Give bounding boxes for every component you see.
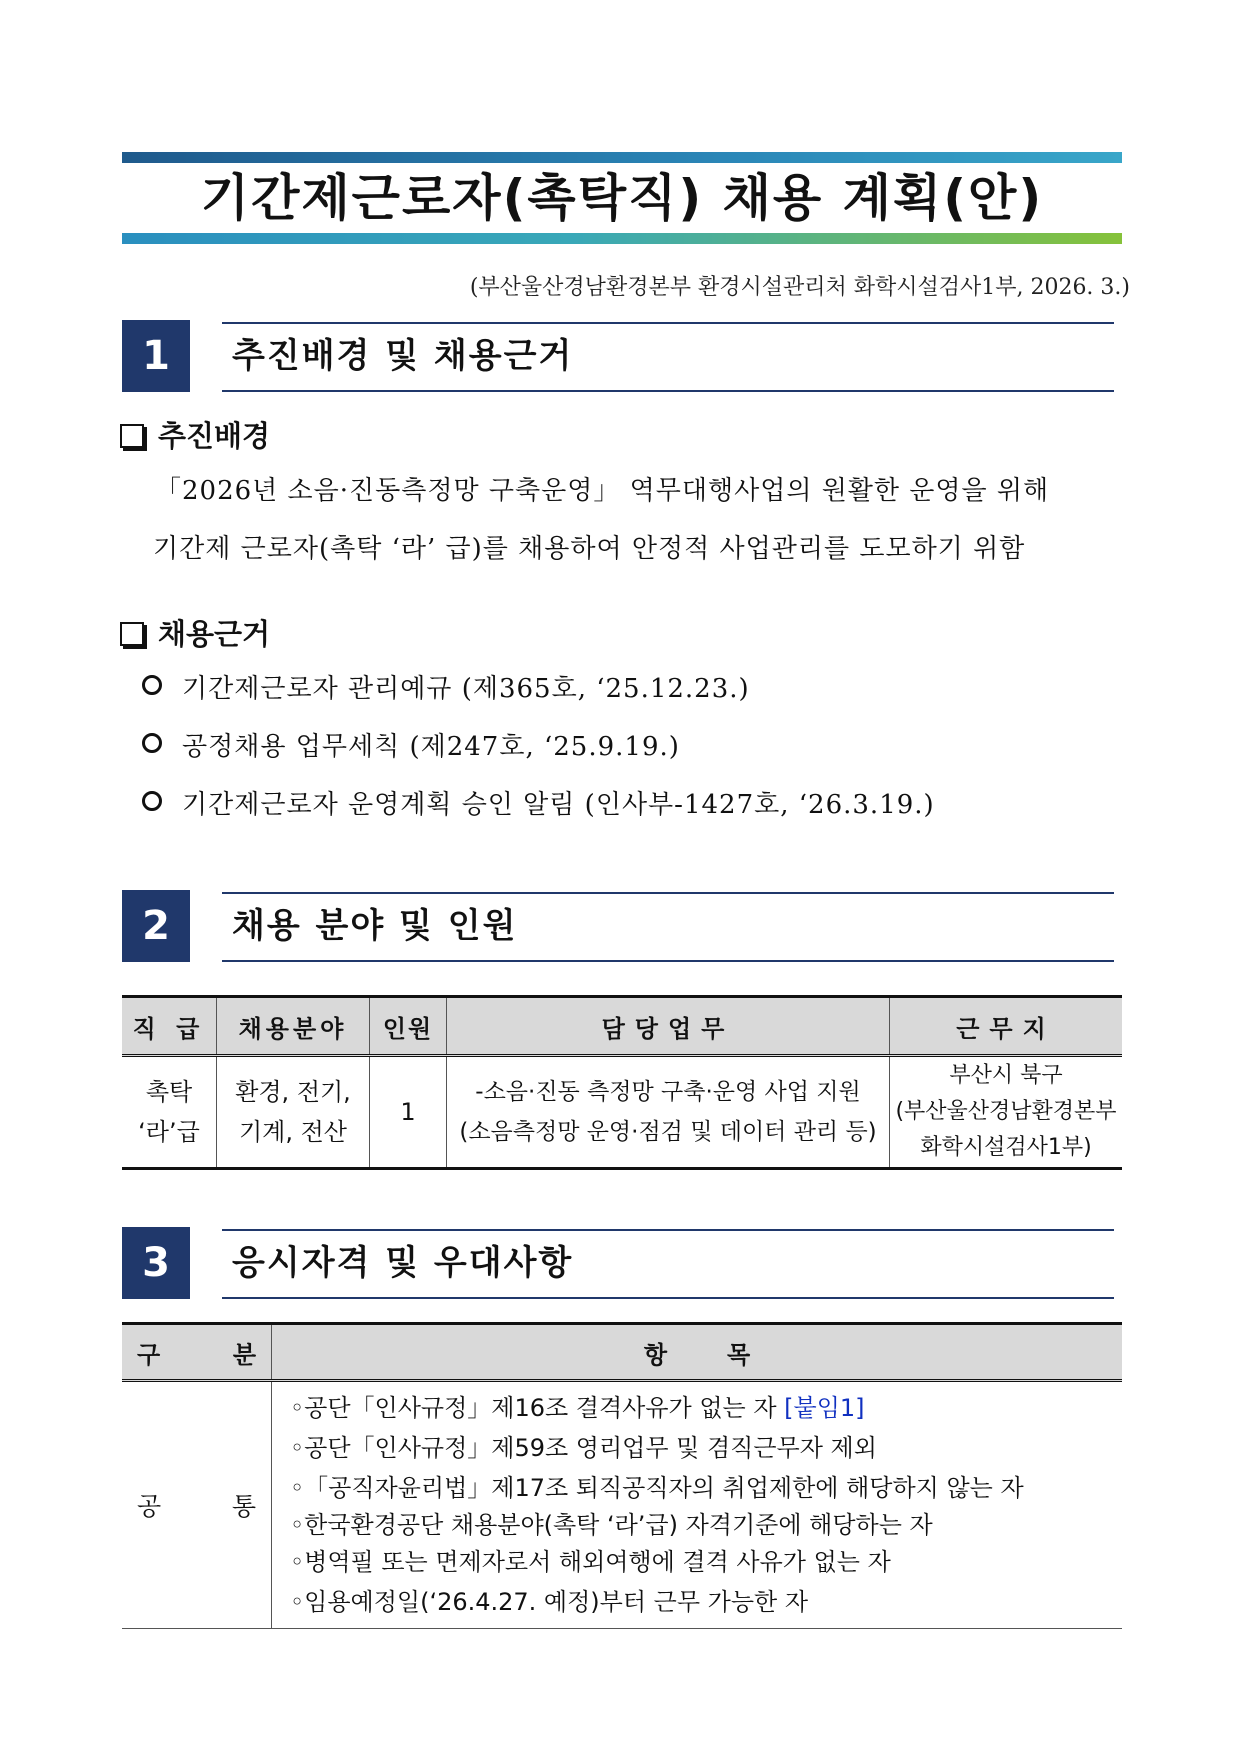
section-title: 추진배경 및 채용근거 [232, 336, 574, 376]
basis-heading: 채용근거 [120, 612, 270, 653]
table-header-row [122, 997, 1122, 1056]
section-1-header [122, 320, 1122, 392]
recruitment-table [122, 995, 1122, 1170]
list-item: ◦「공직자윤리법」제17조 퇴직공직자의 취업제한에 해당하지 않는 자 [290, 1474, 1024, 1502]
circle-bullet-icon [142, 733, 162, 753]
basis-item: 공정채용 업무세칙 (제247호, ‘25.9.19.) [142, 726, 680, 763]
list-item: ◦병역필 또는 면제자로서 해외여행에 결격 사유가 없는 자 [290, 1548, 891, 1576]
divider [222, 1297, 1114, 1299]
circle-bullet-icon [142, 791, 162, 811]
section-number: 3 [122, 1227, 190, 1299]
list-item: ◦한국환경공단 채용분야(촉탁 ‘라’급) 자격기준에 해당하는 자 [290, 1511, 933, 1539]
header-grade: 직 급 [122, 997, 217, 1056]
header-count: 인원 [370, 997, 447, 1056]
list-item: ◦공단「인사규정」제59조 영리업무 및 겸직근무자 제외 [290, 1434, 877, 1462]
header-category: 구 분 [122, 1324, 272, 1381]
checkbox-square-icon [120, 424, 144, 448]
document-title: 기간제근로자(촉탁직) 채용 계획(안) [200, 169, 1044, 227]
cell-grade: 촉탁 ‘라’급 [122, 1056, 217, 1169]
section-number: 1 [122, 320, 190, 392]
org-date-line: (부산울산경남환경본부 환경시설관리처 화학시설검사1부, 2026. 3.) [469, 275, 1130, 300]
basis-item: 기간제근로자 관리예규 (제365호, ‘25.12.23.) [142, 668, 750, 705]
cell-category: 공 통 [122, 1381, 272, 1629]
qualification-table [122, 1322, 1122, 1629]
background-heading: 추진배경 [120, 414, 270, 455]
basis-item: 기간제근로자 운영계획 승인 알림 (인사부-1427호, ‘26.3.19.) [142, 784, 935, 821]
checkbox-square-icon [120, 622, 144, 646]
cell-field: 환경, 전기, 기계, 전산 [217, 1056, 370, 1169]
document-title-block [122, 152, 1122, 244]
cell-items [272, 1381, 1123, 1629]
header-item: 항 목 [272, 1324, 1123, 1381]
section-title: 채용 분야 및 인원 [232, 906, 518, 946]
section-title: 응시자격 및 우대사항 [232, 1243, 574, 1283]
section-3-header [122, 1227, 1122, 1299]
background-text-line1: 「2026년 소음·진동측정망 구축운영」 역무대행사업의 원활한 운영을 위해 [155, 476, 1050, 506]
cell-place: 부산시 북구 (부산울산경남환경본부 화학시설검사1부) [890, 1056, 1123, 1169]
background-text-line2: 기간제 근로자(촉탁 ‘라’ 급)를 채용하여 안정적 사업관리를 도모하기 위함 [153, 534, 1026, 564]
section-number: 2 [122, 890, 190, 962]
cell-duty: -소음·진동 측정망 구축·운영 사업 지원 (소음측정망 운영·점검 및 데이터 관리 등) [447, 1056, 890, 1169]
divider [222, 960, 1114, 962]
section-2-header [122, 890, 1122, 962]
table-row [122, 1056, 1122, 1169]
attachment-link[interactable]: [붙임1] [784, 1394, 865, 1422]
title-top-bar [122, 152, 1122, 163]
cell-count: 1 [370, 1056, 447, 1169]
header-field: 채용분야 [217, 997, 370, 1056]
header-duty: 담당업무 [447, 997, 890, 1056]
header-place: 근무지 [890, 997, 1123, 1056]
table-header-row [122, 1324, 1122, 1381]
list-item: ◦임용예정일(‘26.4.27. 예정)부터 근무 가능한 자 [290, 1588, 809, 1616]
table-row [122, 1381, 1122, 1629]
divider [222, 390, 1114, 392]
list-item: ◦공단「인사규정」제16조 결격사유가 없는 자 [붙임1] [290, 1394, 865, 1422]
circle-bullet-icon [142, 675, 162, 695]
title-bottom-bar [122, 233, 1122, 244]
